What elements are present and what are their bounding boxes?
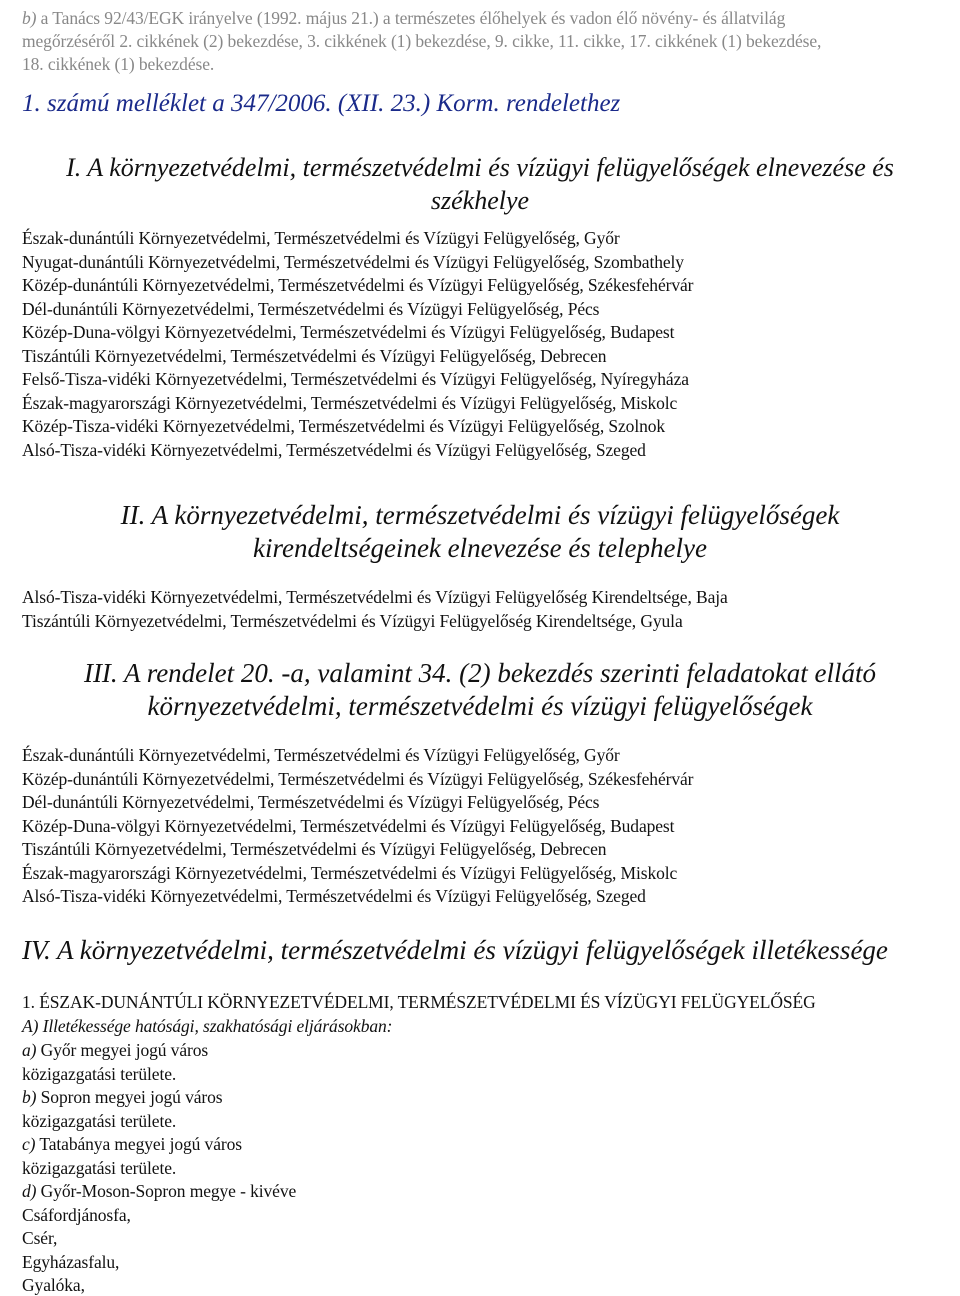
section-2-title-line-2: kirendeltségeinek elnevezése és telephelye <box>253 533 707 563</box>
intro-line-1 <box>22 8 785 29</box>
item-text: Egyházasfalu, <box>22 1251 120 1272</box>
section-3-list-item: Tiszántúli Környezetvédelmi, Természetvédelmi és Vízügyi Felügyelőség, Debrecen <box>22 839 607 859</box>
section-1-list-item: Észak-magyarországi Környezetvédelmi, Természetvédelmi és Vízügyi Felügyelőség, Miskolc <box>22 392 678 413</box>
section-4-line <box>22 1252 119 1273</box>
item-text: Csáfordjánosfa, <box>22 1204 131 1225</box>
item-text: Győr megyei jogú város <box>36 1040 209 1060</box>
item-text: Sopron megyei jogú város <box>36 1087 223 1107</box>
item-text: Győr-Moson-Sopron megye - kivéve <box>36 1181 297 1201</box>
section-4-line <box>22 1158 176 1179</box>
annex-title: 1. számú melléklet a 347/2006. (XII. 23.) Korm. rendelethez <box>22 90 621 117</box>
section-3-list-item: Észak-magyarországi Környezetvédelmi, Természetvédelmi és Vízügyi Felügyelőség, Miskolc <box>22 862 678 883</box>
section-4-line <box>22 1228 57 1249</box>
section-1-title-line-1: I. A környezetvédelmi, természetvédelmi és vízügyi felügyelőségek elnevezése és <box>66 153 894 182</box>
item-text: közigazgatási területe. <box>22 1063 177 1084</box>
section-4-subheading: 1. ÉSZAK-DUNÁNTÚLI KÖRNYEZETVÉDELMI, TERMÉSZETVÉDELMI ÉS VÍZÜGYI FELÜGYELŐSÉG <box>22 992 816 1012</box>
intro-line-3: 18. cikkének (1) bekezdése. <box>22 54 215 74</box>
section-1-list-item: Közép-Duna-völgyi Környezetvédelmi, Természetvédelmi és Vízügyi Felügyelőség, Budapest <box>22 322 675 342</box>
section-4-line <box>22 1040 208 1061</box>
intro-item-letter: b) <box>22 8 37 28</box>
item-letter: c) <box>22 1134 36 1154</box>
section-3-title-line-2: környezetvédelmi, természetvédelmi és vízügyi felügyelőségek <box>147 691 813 721</box>
item-text: Tatabánya megyei jogú város <box>35 1134 242 1154</box>
item-text: Gyalóka, <box>22 1275 85 1295</box>
section-1-list-item: Közép-Tisza-vidéki Környezetvédelmi, Természetvédelmi és Vízügyi Felügyelőség, Szolnok <box>22 416 666 436</box>
section-3-list-item: Észak-dunántúli Környezetvédelmi, Természetvédelmi és Vízügyi Felügyelőség, Győr <box>22 745 620 765</box>
section-1-title-line-2: székhelye <box>430 186 530 215</box>
section-4-line <box>22 1275 85 1296</box>
section-1-list-item: Közép-dunántúli Környezetvédelmi, Természetvédelmi és Vízügyi Felügyelőség, Székesfehérvár <box>22 275 694 295</box>
section-1-list-item: Észak-dunántúli Környezetvédelmi, Természetvédelmi és Vízügyi Felügyelőség, Győr <box>22 228 620 248</box>
section-3-list-item: Dél-dunántúli Környezetvédelmi, Természetvédelmi és Vízügyi Felügyelőség, Pécs <box>22 792 600 812</box>
section-4-line <box>22 1064 176 1085</box>
section-4-line <box>22 1181 296 1202</box>
section-3-list-item: Alsó-Tisza-vidéki Környezetvédelmi, Természetvédelmi és Vízügyi Felügyelőség, Szeged <box>22 886 646 906</box>
section-2-list-item: Alsó-Tisza-vidéki Környezetvédelmi, Természetvédelmi és Vízügyi Felügyelőség Kirendeltsége, Baja <box>22 587 728 607</box>
section-4-line <box>22 1205 131 1226</box>
section-1-list-item: Felső-Tisza-vidéki Környezetvédelmi, Természetvédelmi és Vízügyi Felügyelőség, Nyíregyháza <box>22 369 689 389</box>
item-text: közigazgatási területe. <box>22 1157 177 1178</box>
section-1-list-item: Nyugat-dunántúli Környezetvédelmi, Természetvédelmi és Vízügyi Felügyelőség, Szombathely <box>22 251 684 272</box>
section-4-subsection-a: A) Illetékessége hatósági, szakhatósági eljárásokban: <box>22 1016 393 1036</box>
item-text: közigazgatási területe. <box>22 1110 177 1131</box>
section-4-line <box>22 1087 222 1108</box>
section-3-list-item: Közép-Duna-völgyi Környezetvédelmi, Természetvédelmi és Vízügyi Felügyelőség, Budapest <box>22 815 675 836</box>
item-letter: a) <box>22 1040 37 1060</box>
item-text: Csér, <box>22 1228 58 1248</box>
item-letter: b) <box>22 1087 37 1107</box>
section-2-title-line-1: II. A környezetvédelmi, természetvédelmi és vízügyi felügyelőségek <box>120 500 840 530</box>
section-4-line <box>22 1134 242 1155</box>
intro-text: a Tanács 92/43/EGK irányelve (1992. május 21.) a természetes élőhelyek és vadon élő növény- és állatvilág <box>36 8 786 28</box>
section-4-title: IV. A környezetvédelmi, természetvédelmi és vízügyi felügyelőségek illetékessége <box>22 935 888 965</box>
section-1-list-item: Dél-dunántúli Környezetvédelmi, Természetvédelmi és Vízügyi Felügyelőség, Pécs <box>22 298 600 319</box>
section-1-list-item: Alsó-Tisza-vidéki Környezetvédelmi, Természetvédelmi és Vízügyi Felügyelőség, Szeged <box>22 439 646 460</box>
intro-line-2: megőrzéséről 2. cikkének (2) bekezdése, 3. cikkének (1) bekezdése, 9. cikke, 11. cikke, 17. cikkének (1) bekezdése, <box>22 31 822 51</box>
section-2-list-item: Tiszántúli Környezetvédelmi, Természetvédelmi és Vízügyi Felügyelőség Kirendeltsége, Gyula <box>22 610 683 631</box>
item-letter: d) <box>22 1181 37 1201</box>
section-3-title-line-1: III. A rendelet 20. -a, valamint 34. (2) bekezdés szerinti feladatokat ellátó <box>83 658 877 688</box>
section-1-list-item: Tiszántúli Környezetvédelmi, Természetvédelmi és Vízügyi Felügyelőség, Debrecen <box>22 345 607 366</box>
section-4-line <box>22 1111 176 1132</box>
section-3-list-item: Közép-dunántúli Környezetvédelmi, Természetvédelmi és Vízügyi Felügyelőség, Székesfehérvár <box>22 768 694 789</box>
